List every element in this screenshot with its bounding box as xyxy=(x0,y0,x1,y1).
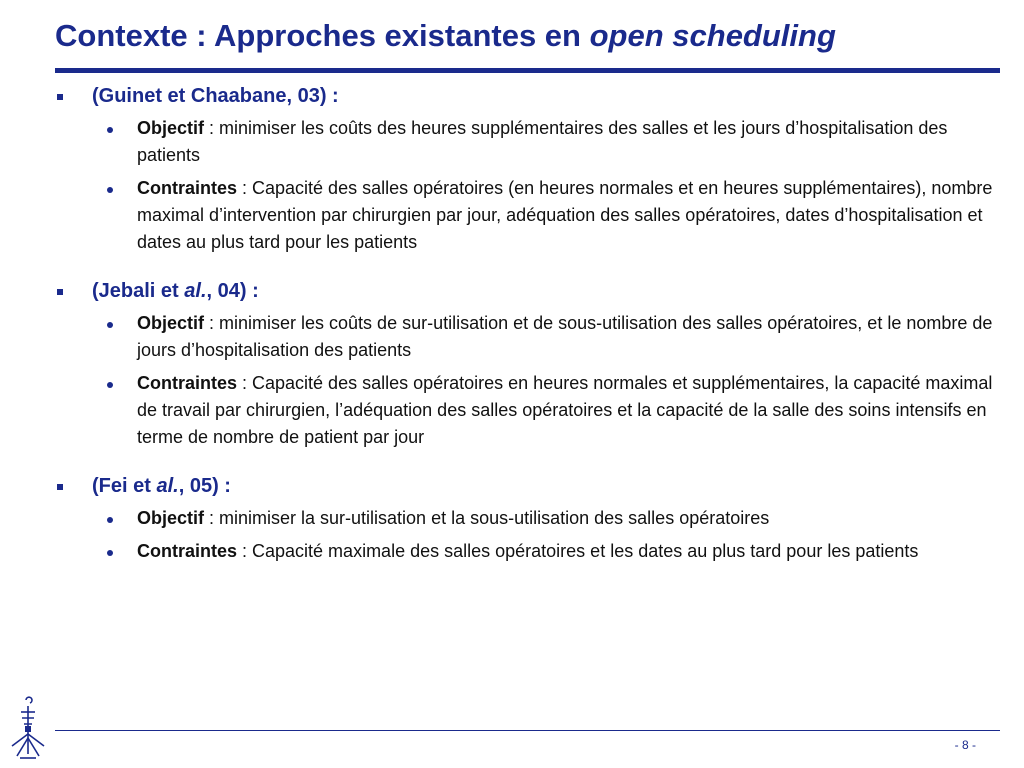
item-label: Objectif xyxy=(137,508,205,528)
list-item-contraintes xyxy=(55,538,1005,565)
page-number: - 8 - xyxy=(954,738,976,752)
item-label: Contraintes xyxy=(137,541,238,561)
item-text: : Capacité maximale des salles opératoires et les dates au plus tard pour les patients xyxy=(237,541,919,561)
item-label: Objectif xyxy=(137,118,205,138)
slide-content xyxy=(55,80,1005,587)
item-label: Objectif xyxy=(137,313,205,333)
item-text: : Capacité des salles opératoires (en heures normales et en heures supplémentaires), nombre maximal d’intervention par chirurgien par jour, adéquation des salles opératoires, dates d’hospitalisation et dates au plus tard pour les patients xyxy=(137,178,993,252)
institution-logo-icon xyxy=(8,692,48,764)
section-heading xyxy=(55,473,1005,499)
section-heading-text: (Guinet et Chaabane, 03) : xyxy=(92,85,339,107)
section-heading-emphasis: al. xyxy=(184,280,207,302)
list-item-objectif xyxy=(55,505,1005,532)
section-guinet-chaabane xyxy=(55,83,1005,256)
section-fei xyxy=(55,473,1005,565)
title-text: Contexte : Approches existantes en xyxy=(55,18,590,53)
round-bullet-icon xyxy=(107,322,113,328)
item-text: : Capacité des salles opératoires en heures normales et supplémentaires, la capacité maximal de travail par chirurgien, l’adéquation des salles opératoires et la capacité de la salle des soins intensifs en terme de nombre de patient par jour xyxy=(137,373,993,447)
item-text: : minimiser les coûts des heures supplémentaires des salles et les jours d’hospitalisation des patients xyxy=(137,118,948,165)
section-jebali xyxy=(55,278,1005,451)
list-item-objectif xyxy=(55,115,1005,169)
section-heading-text-end: , 05) : xyxy=(178,475,231,497)
section-heading-text: (Jebali et xyxy=(92,280,185,302)
slide-title xyxy=(55,18,836,54)
section-heading-text-end: , 04) : xyxy=(206,280,259,302)
list-item-objectif xyxy=(55,310,1005,364)
square-bullet-icon xyxy=(57,94,63,100)
section-heading-emphasis: al. xyxy=(156,475,179,497)
item-text: : minimiser la sur-utilisation et la sous-utilisation des salles opératoires xyxy=(204,508,770,528)
section-heading-text: (Fei et xyxy=(92,475,157,497)
item-label: Contraintes xyxy=(137,373,238,393)
round-bullet-icon xyxy=(107,127,113,133)
item-label: Contraintes xyxy=(137,178,238,198)
square-bullet-icon xyxy=(57,289,63,295)
list-item-contraintes xyxy=(55,370,1005,451)
round-bullet-icon xyxy=(107,382,113,388)
footer-rule xyxy=(55,730,1000,731)
title-emphasis: open scheduling xyxy=(589,18,836,53)
round-bullet-icon xyxy=(107,187,113,193)
section-heading xyxy=(55,83,1005,109)
round-bullet-icon xyxy=(107,517,113,523)
square-bullet-icon xyxy=(57,484,63,490)
list-item-contraintes xyxy=(55,175,1005,256)
title-underline xyxy=(55,68,1000,73)
round-bullet-icon xyxy=(107,550,113,556)
section-heading xyxy=(55,278,1005,304)
item-text: : minimiser les coûts de sur-utilisation et de sous-utilisation des salles opératoires, et le nombre de jours d’hospitalisation des patients xyxy=(137,313,993,360)
